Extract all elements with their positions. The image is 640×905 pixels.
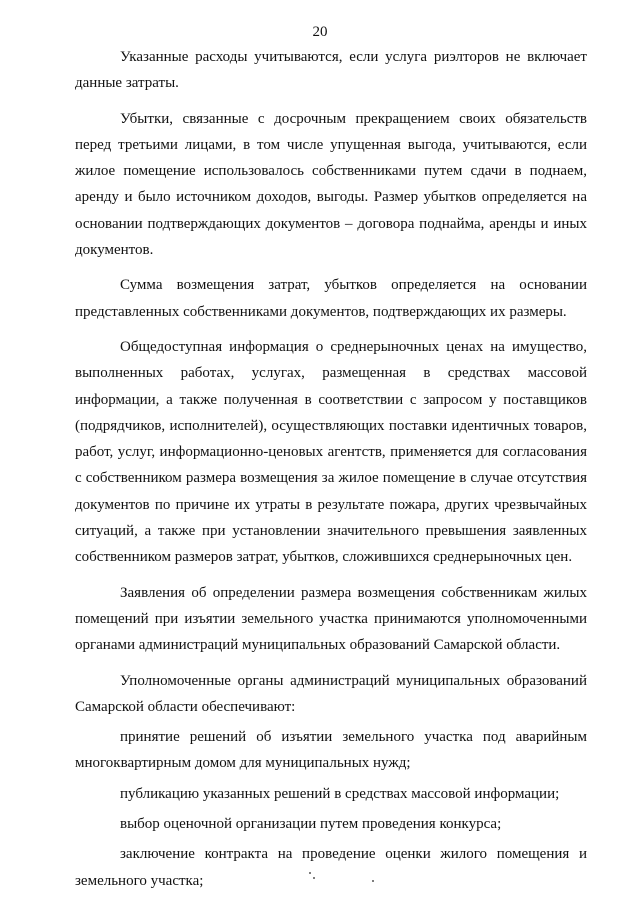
paragraph-market-prices: Общедоступная информация о среднерыночных ценах на имущество, выполненных работах, услугах, размещенная в средствах массовой информации, а также полученная в соответствии с запросом у поставщиков (подрядчиков, исполнителей), осуществляющих поставки идентичных товаров, работ, услуг, информационно-ценовых агентств, применяется для согласования с собственником размера возмещения за жилое помещение в случае отсутствия документов по причине их утраты в результате пожара, других чрезвычайных ситуаций, а также при установлении значительного превышения заявленных собственником размеров затрат, убытков, сложившихся среднерыночных цен. — [75, 338, 587, 566]
paragraph-realtor-expenses: Указанные расходы учитываются, если услуга риэлторов не включает данные затраты. — [75, 49, 587, 92]
scan-artifact — [313, 877, 315, 879]
paragraph-losses: Убытки, связанные с досрочным прекращением своих обязательств перед третьими лицами, в том числе упущенная выгода, учитываются, если жилое помещение использовалось собственниками путем сдачи в поднаем, аренду и было источником доходов, выгоды. Размер убытков определяется на основании подтверждающих документов – договора поднайма, аренды и иных документов. — [75, 110, 587, 259]
list-item-contract: заключение контракта на проведение оценки жилого помещения и земельного участка; — [75, 846, 587, 889]
list-item-decisions: принятие решений об изъятии земельного участка под аварийным многоквартирным домом для муниципальных нужд; — [75, 729, 587, 772]
page-number: 20 — [312, 24, 328, 40]
list-item-publication: публикацию указанных решений в средствах массовой информации; — [120, 785, 560, 802]
list-item-appraiser-selection: выбор оценочной организации путем проведения конкурса; — [120, 816, 502, 833]
scan-artifact — [309, 872, 311, 874]
scan-artifact — [372, 880, 374, 882]
document-body — [75, 44, 587, 894]
paragraph-compensation-amount: Сумма возмещения затрат, убытков определяется на основании представленных собственниками документов, подтверждающих их размеры. — [75, 277, 587, 320]
paragraph-authorities-provide: Уполномоченные органы администраций муниципальных образований Самарской области обеспечивают: — [75, 672, 587, 715]
paragraph-applications: Заявления об определении размера возмещения собственникам жилых помещений при изъятии земельного участка принимаются уполномоченными органами администраций муниципальных образований Самарской области. — [75, 584, 587, 654]
